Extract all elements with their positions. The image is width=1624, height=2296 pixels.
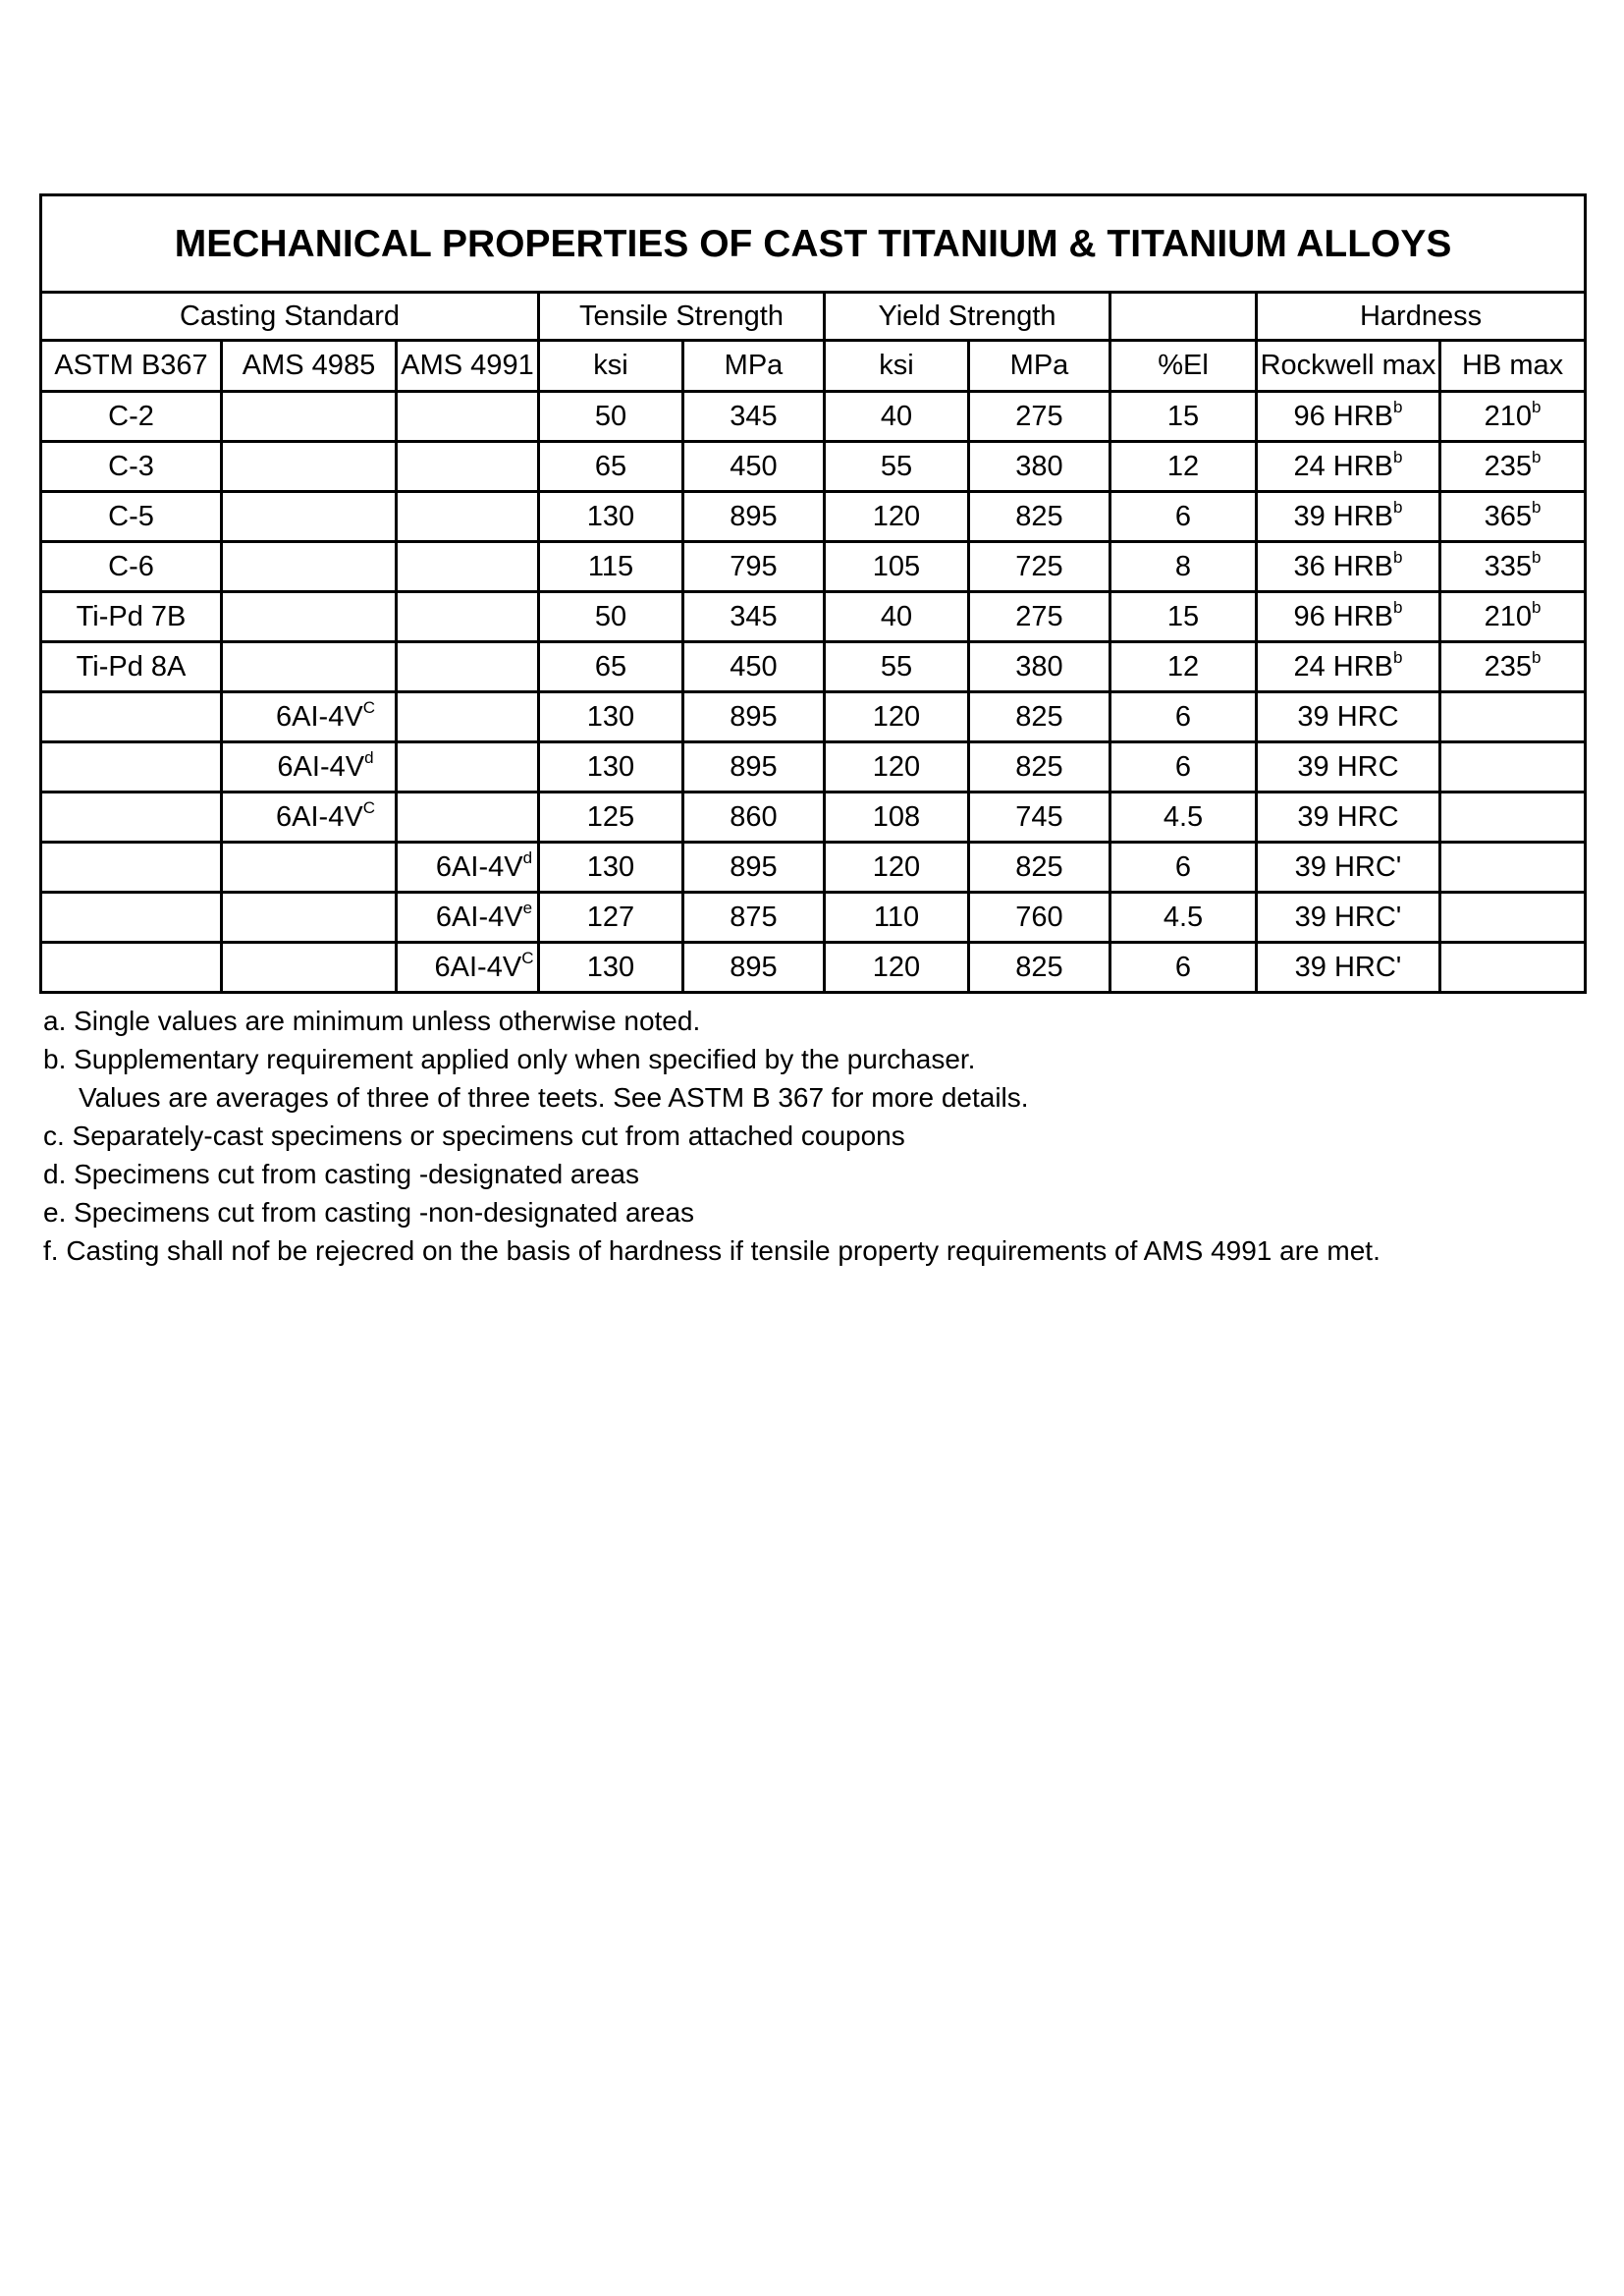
footnote-marker: b — [1393, 447, 1403, 466]
cell-hb-text: 210 — [1484, 600, 1533, 632]
cell-tensile-ksi — [539, 392, 683, 442]
cell-hb — [1440, 442, 1586, 492]
cell-yield-ksi-text: 110 — [873, 901, 920, 933]
cell-yield-mpa-text: 760 — [1015, 901, 1063, 933]
cell-yield-mpa-text: 275 — [1015, 400, 1063, 432]
cell-ams-4991 — [397, 492, 539, 542]
cell-astm-b367-text: C-6 — [108, 550, 154, 582]
cell-tensile-mpa — [683, 893, 825, 943]
footnote-marker: C — [362, 797, 375, 817]
cell-tensile-ksi-text: 65 — [594, 450, 627, 482]
cell-ams-4985 — [222, 943, 397, 993]
footnote-marker: e — [522, 898, 533, 917]
footnote-marker: b — [1393, 397, 1403, 416]
subheader-elongation: %El — [1110, 341, 1257, 392]
cell-astm-b367 — [41, 592, 222, 642]
cell-elongation-text: 6 — [1174, 500, 1192, 532]
cell-yield-ksi-text: 120 — [872, 700, 921, 733]
table-row — [41, 442, 1586, 492]
cell-tensile-mpa-text: 345 — [730, 600, 778, 632]
cell-ams-4985 — [222, 442, 397, 492]
cell-elongation-text: 12 — [1166, 450, 1200, 482]
cell-tensile-mpa-text: 895 — [730, 700, 778, 733]
cell-yield-mpa-text: 825 — [1015, 750, 1063, 783]
cell-tensile-mpa-text: 345 — [730, 400, 778, 432]
cell-yield-mpa — [969, 492, 1110, 542]
table-row — [41, 943, 1586, 993]
cell-yield-mpa — [969, 692, 1110, 742]
cell-tensile-mpa-text: 895 — [730, 850, 778, 883]
cell-ams-4985 — [222, 843, 397, 893]
cell-astm-b367-text: C-2 — [108, 400, 154, 432]
cell-rockwell — [1257, 742, 1440, 793]
cell-yield-mpa — [969, 642, 1110, 692]
footnote-line: Values are averages of three of three teets. See ASTM B 367 for more details. — [79, 1082, 1029, 1113]
footnote-marker: d — [522, 847, 533, 867]
cell-rockwell-text: 36 HRB — [1293, 550, 1394, 582]
header-elongation-blank — [1110, 293, 1257, 341]
table-row — [41, 692, 1586, 742]
footnote-marker: b — [1532, 447, 1542, 466]
cell-ams-4991 — [397, 943, 539, 993]
cell-tensile-ksi-text: 65 — [594, 650, 627, 683]
cell-rockwell-text: 39 HRC' — [1294, 951, 1402, 983]
cell-elongation-text: 6 — [1174, 700, 1192, 733]
subheader-ams-4985: AMS 4985 — [222, 341, 397, 392]
cell-rockwell — [1257, 442, 1440, 492]
cell-yield-mpa — [969, 442, 1110, 492]
cell-tensile-ksi — [539, 592, 683, 642]
cell-yield-ksi-text: 55 — [880, 650, 913, 683]
table-row — [41, 392, 1586, 442]
footnote-marker: d — [364, 747, 374, 767]
cell-tensile-ksi — [539, 442, 683, 492]
cell-tensile-mpa — [683, 442, 825, 492]
cell-rockwell-text: 24 HRB — [1293, 450, 1394, 482]
cell-yield-ksi-text: 120 — [872, 500, 921, 532]
cell-yield-ksi — [825, 592, 969, 642]
footnote-marker: b — [1532, 547, 1542, 567]
cell-elongation-text: 15 — [1166, 600, 1200, 632]
footnote-marker: b — [1532, 597, 1542, 617]
cell-tensile-mpa-text: 450 — [730, 650, 778, 683]
cell-tensile-mpa — [683, 592, 825, 642]
cell-ams-4991 — [397, 742, 539, 793]
table-title: MECHANICAL PROPERTIES OF CAST TITANIUM & TITANIUM ALLOYS — [41, 195, 1586, 293]
subheader-yield-ksi: ksi — [825, 341, 969, 392]
cell-ams-4985 — [222, 692, 397, 742]
footnote-line: c. Separately-cast specimens or specimens cut from attached coupons — [43, 1121, 905, 1151]
cell-tensile-ksi-text: 130 — [586, 750, 635, 783]
cell-elongation-text: 6 — [1174, 750, 1192, 783]
cell-rockwell — [1257, 843, 1440, 893]
footnote-line: d. Specimens cut from casting -designated areas — [43, 1159, 639, 1189]
cell-ams-4991 — [397, 542, 539, 592]
cell-tensile-mpa — [683, 692, 825, 742]
footnote-line: a. Single values are minimum unless otherwise noted. — [43, 1006, 701, 1036]
cell-elongation — [1110, 943, 1257, 993]
properties-table — [39, 193, 1587, 994]
cell-elongation — [1110, 392, 1257, 442]
cell-astm-b367-text: Ti-Pd 7B — [76, 600, 187, 632]
cell-yield-mpa-text: 825 — [1015, 951, 1063, 983]
cell-yield-mpa-text: 275 — [1015, 600, 1063, 632]
cell-tensile-ksi-text: 50 — [594, 400, 627, 432]
cell-hb — [1440, 893, 1586, 943]
cell-hb — [1440, 943, 1586, 993]
cell-yield-ksi-text: 40 — [880, 400, 913, 432]
cell-ams-4985 — [222, 392, 397, 442]
cell-elongation — [1110, 742, 1257, 793]
cell-rockwell — [1257, 692, 1440, 742]
cell-rockwell — [1257, 642, 1440, 692]
cell-astm-b367-text: C-3 — [108, 450, 154, 482]
footnotes — [43, 1002, 1380, 1270]
cell-hb — [1440, 542, 1586, 592]
cell-tensile-ksi-text: 127 — [586, 901, 635, 933]
footnote-marker: b — [1393, 497, 1403, 517]
cell-elongation — [1110, 692, 1257, 742]
cell-tensile-mpa-text: 895 — [730, 500, 778, 532]
cell-elongation-text: 6 — [1174, 850, 1192, 883]
cell-rockwell-text: 39 HRC — [1297, 750, 1399, 783]
table-row — [41, 793, 1586, 843]
cell-elongation — [1110, 442, 1257, 492]
cell-rockwell-text: 24 HRB — [1293, 650, 1394, 683]
table-row — [41, 843, 1586, 893]
cell-rockwell-text: 96 HRB — [1293, 400, 1394, 432]
cell-yield-mpa — [969, 742, 1110, 793]
cell-astm-b367 — [41, 742, 222, 793]
cell-yield-mpa — [969, 893, 1110, 943]
cell-tensile-mpa — [683, 742, 825, 793]
footnote-marker: C — [362, 697, 375, 717]
table-row — [41, 592, 1586, 642]
cell-elongation — [1110, 492, 1257, 542]
cell-tensile-ksi — [539, 943, 683, 993]
cell-tensile-mpa-text: 895 — [730, 951, 778, 983]
subheader-ams-4991: AMS 4991 — [397, 341, 539, 392]
cell-elongation — [1110, 592, 1257, 642]
cell-yield-ksi — [825, 492, 969, 542]
footnote-marker: b — [1393, 647, 1403, 667]
cell-yield-mpa-text: 725 — [1015, 550, 1063, 582]
cell-yield-ksi — [825, 893, 969, 943]
cell-yield-mpa-text: 825 — [1015, 700, 1063, 733]
cell-astm-b367 — [41, 692, 222, 742]
cell-tensile-mpa-text: 860 — [730, 800, 778, 833]
cell-ams-4985-text: 6AI-4V — [276, 700, 363, 733]
cell-tensile-mpa-text: 895 — [730, 750, 778, 783]
cell-yield-mpa-text: 825 — [1015, 500, 1063, 532]
cell-tensile-mpa — [683, 492, 825, 542]
cell-elongation — [1110, 642, 1257, 692]
cell-tensile-ksi — [539, 492, 683, 542]
cell-hb — [1440, 392, 1586, 442]
cell-astm-b367 — [41, 642, 222, 692]
cell-yield-ksi — [825, 843, 969, 893]
header-yield-strength: Yield Strength — [825, 293, 1110, 341]
cell-elongation-text: 8 — [1174, 550, 1192, 582]
cell-astm-b367 — [41, 542, 222, 592]
cell-ams-4985 — [222, 642, 397, 692]
cell-rockwell — [1257, 492, 1440, 542]
cell-yield-ksi-text: 40 — [880, 600, 913, 632]
cell-ams-4985-text: 6AI-4V — [276, 800, 363, 833]
cell-yield-mpa — [969, 542, 1110, 592]
table-row — [41, 742, 1586, 793]
cell-yield-mpa-text: 745 — [1015, 800, 1063, 833]
cell-yield-ksi — [825, 742, 969, 793]
table-row — [41, 642, 1586, 692]
cell-tensile-mpa — [683, 843, 825, 893]
cell-yield-ksi — [825, 943, 969, 993]
header-hardness: Hardness — [1257, 293, 1586, 341]
footnote-marker: b — [1532, 497, 1542, 517]
cell-elongation — [1110, 793, 1257, 843]
cell-ams-4991-text: 6AI-4V — [435, 850, 523, 883]
cell-elongation-text: 4.5 — [1163, 800, 1204, 833]
footnote-line: b. Supplementary requirement applied only when specified by the purchaser. — [43, 1044, 976, 1074]
cell-hb-text: 365 — [1484, 500, 1533, 532]
cell-rockwell-text: 39 HRC' — [1294, 850, 1402, 883]
cell-yield-mpa-text: 380 — [1015, 450, 1063, 482]
cell-ams-4991 — [397, 642, 539, 692]
cell-tensile-mpa-text: 875 — [730, 901, 778, 933]
cell-rockwell-text: 96 HRB — [1293, 600, 1394, 632]
cell-ams-4985 — [222, 592, 397, 642]
cell-yield-mpa-text: 380 — [1015, 650, 1063, 683]
header-casting-standard: Casting Standard — [41, 293, 539, 341]
cell-hb — [1440, 843, 1586, 893]
cell-tensile-mpa — [683, 392, 825, 442]
cell-hb — [1440, 742, 1586, 793]
cell-ams-4985 — [222, 492, 397, 542]
cell-yield-ksi-text: 120 — [872, 951, 921, 983]
cell-tensile-ksi-text: 130 — [586, 850, 635, 883]
cell-tensile-ksi-text: 115 — [587, 550, 634, 582]
table-row — [41, 542, 1586, 592]
cell-ams-4991 — [397, 592, 539, 642]
cell-ams-4991 — [397, 692, 539, 742]
cell-hb — [1440, 492, 1586, 542]
subheader-astm-b367: ASTM B367 — [41, 341, 222, 392]
subheader-tensile-ksi: ksi — [539, 341, 683, 392]
table-row — [41, 893, 1586, 943]
cell-tensile-mpa — [683, 642, 825, 692]
cell-yield-ksi — [825, 392, 969, 442]
cell-tensile-ksi — [539, 793, 683, 843]
cell-elongation — [1110, 843, 1257, 893]
cell-ams-4991 — [397, 893, 539, 943]
table-row — [41, 492, 1586, 542]
cell-tensile-mpa — [683, 943, 825, 993]
cell-astm-b367 — [41, 392, 222, 442]
cell-hb-text: 235 — [1484, 650, 1533, 683]
cell-astm-b367 — [41, 442, 222, 492]
cell-rockwell — [1257, 592, 1440, 642]
cell-hb — [1440, 692, 1586, 742]
cell-tensile-ksi-text: 130 — [586, 951, 635, 983]
cell-ams-4991-text: 6AI-4V — [434, 951, 522, 983]
footnote-marker: C — [521, 948, 534, 967]
cell-yield-ksi — [825, 542, 969, 592]
cell-yield-ksi-text: 108 — [872, 800, 921, 833]
cell-yield-mpa — [969, 392, 1110, 442]
cell-astm-b367 — [41, 843, 222, 893]
cell-ams-4985 — [222, 793, 397, 843]
cell-hb-text: 335 — [1484, 550, 1533, 582]
cell-tensile-ksi — [539, 843, 683, 893]
cell-hb-text: 235 — [1484, 450, 1533, 482]
cell-ams-4991 — [397, 793, 539, 843]
cell-rockwell — [1257, 893, 1440, 943]
cell-tensile-ksi — [539, 893, 683, 943]
cell-hb — [1440, 793, 1586, 843]
header-tensile-strength: Tensile Strength — [539, 293, 825, 341]
subheader-hb-max: HB max — [1440, 341, 1586, 392]
cell-elongation-text: 4.5 — [1163, 901, 1204, 933]
cell-yield-mpa — [969, 592, 1110, 642]
footnote-line: e. Specimens cut from casting -non-designated areas — [43, 1197, 695, 1228]
cell-hb — [1440, 642, 1586, 692]
cell-astm-b367-text: Ti-Pd 8A — [76, 650, 187, 683]
cell-astm-b367-text: C-5 — [108, 500, 154, 532]
cell-tensile-ksi-text: 50 — [594, 600, 627, 632]
cell-ams-4991 — [397, 392, 539, 442]
footnote-marker: b — [1393, 547, 1403, 567]
cell-ams-4985 — [222, 542, 397, 592]
cell-hb — [1440, 592, 1586, 642]
cell-ams-4985-text: 6AI-4V — [277, 750, 365, 783]
footnote-marker: b — [1393, 597, 1403, 617]
cell-yield-ksi-text: 105 — [872, 550, 921, 582]
cell-tensile-mpa-text: 795 — [730, 550, 778, 582]
subheader-tensile-mpa: MPa — [683, 341, 825, 392]
cell-ams-4985 — [222, 742, 397, 793]
cell-tensile-mpa — [683, 542, 825, 592]
cell-tensile-ksi — [539, 542, 683, 592]
cell-elongation-text: 12 — [1166, 650, 1200, 683]
cell-tensile-ksi — [539, 642, 683, 692]
cell-elongation — [1110, 893, 1257, 943]
cell-elongation-text: 6 — [1174, 951, 1192, 983]
cell-tensile-ksi-text: 130 — [586, 700, 635, 733]
cell-yield-ksi-text: 120 — [872, 750, 921, 783]
cell-tensile-mpa-text: 450 — [730, 450, 778, 482]
cell-ams-4991 — [397, 843, 539, 893]
cell-yield-mpa — [969, 843, 1110, 893]
footnote-marker: b — [1532, 647, 1542, 667]
cell-yield-ksi-text: 120 — [872, 850, 921, 883]
cell-yield-mpa — [969, 793, 1110, 843]
cell-tensile-ksi-text: 130 — [586, 500, 635, 532]
subheader-yield-mpa: MPa — [969, 341, 1110, 392]
cell-rockwell — [1257, 943, 1440, 993]
footnote-marker: b — [1532, 397, 1542, 416]
cell-yield-mpa — [969, 943, 1110, 993]
cell-astm-b367 — [41, 943, 222, 993]
subheader-rockwell-max: Rockwell max — [1257, 341, 1440, 392]
cell-yield-ksi — [825, 642, 969, 692]
cell-rockwell-text: 39 HRB — [1293, 500, 1394, 532]
footnote-line: f. Casting shall nof be rejecred on the basis of hardness if tensile property requirements of AMS 4991 are met. — [43, 1235, 1380, 1266]
cell-hb-text: 210 — [1484, 400, 1533, 432]
cell-astm-b367 — [41, 793, 222, 843]
cell-tensile-ksi-text: 125 — [586, 800, 635, 833]
cell-yield-ksi — [825, 793, 969, 843]
cell-yield-ksi-text: 55 — [880, 450, 913, 482]
cell-rockwell — [1257, 793, 1440, 843]
cell-astm-b367 — [41, 893, 222, 943]
cell-rockwell — [1257, 542, 1440, 592]
cell-yield-ksi — [825, 692, 969, 742]
cell-rockwell-text: 39 HRC' — [1294, 901, 1402, 933]
cell-tensile-ksi — [539, 742, 683, 793]
cell-elongation-text: 15 — [1166, 400, 1200, 432]
cell-elongation — [1110, 542, 1257, 592]
cell-yield-ksi — [825, 442, 969, 492]
cell-astm-b367 — [41, 492, 222, 542]
cell-ams-4985 — [222, 893, 397, 943]
cell-ams-4991-text: 6AI-4V — [435, 901, 523, 933]
cell-tensile-mpa — [683, 793, 825, 843]
cell-rockwell-text: 39 HRC — [1297, 700, 1399, 733]
cell-tensile-ksi — [539, 692, 683, 742]
cell-rockwell — [1257, 392, 1440, 442]
cell-rockwell-text: 39 HRC — [1297, 800, 1399, 833]
cell-yield-mpa-text: 825 — [1015, 850, 1063, 883]
cell-ams-4991 — [397, 442, 539, 492]
